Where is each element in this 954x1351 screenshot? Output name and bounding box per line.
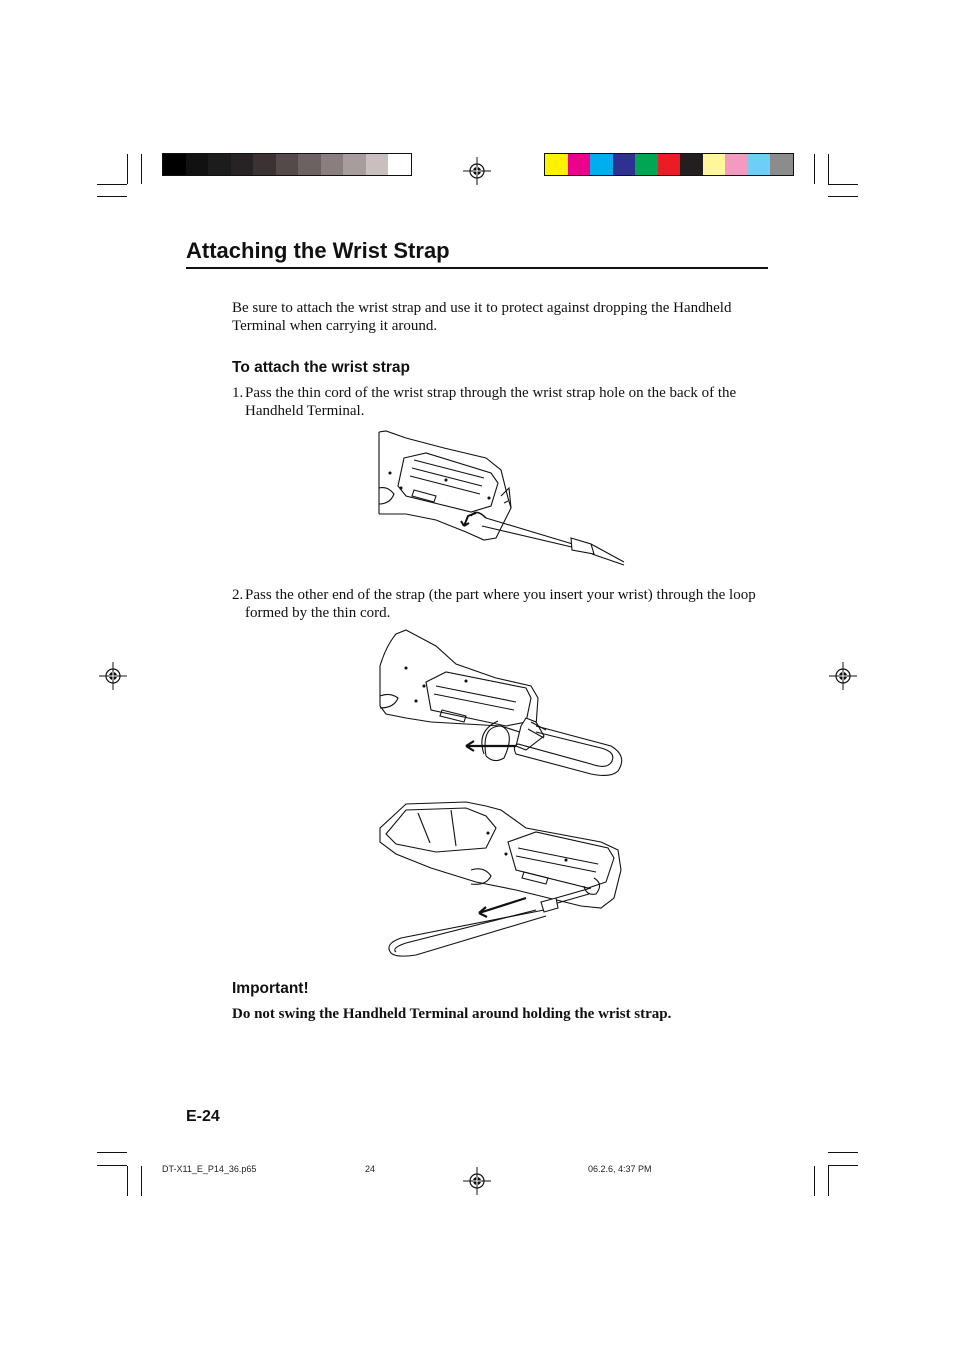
step-2: [232, 586, 777, 622]
color-swatch: [703, 154, 726, 175]
registration-mark-top: [463, 157, 491, 185]
color-swatch: [186, 154, 209, 175]
page-number: E-24: [186, 1108, 220, 1125]
color-swatch: [343, 154, 366, 175]
color-swatch: [725, 154, 748, 175]
color-swatch: [366, 154, 389, 175]
illustration-strap-attached: [376, 798, 628, 960]
important-text: Do not swing the Handheld Terminal around holding the wrist strap.: [232, 1006, 672, 1022]
registration-mark-left: [99, 662, 127, 690]
color-swatch: [388, 154, 411, 175]
color-swatch: [613, 154, 636, 175]
color-swatch: [590, 154, 613, 175]
color-swatch: [276, 154, 299, 175]
color-swatch: [253, 154, 276, 175]
color-swatch: [321, 154, 344, 175]
intro-line: Be sure to attach the wrist strap and use it to protect against dropping the Handheld: [232, 300, 732, 316]
footer-filename: DT-X11_E_P14_36.p65: [162, 1164, 257, 1174]
registration-mark-right: [829, 662, 857, 690]
color-swatch: [208, 154, 231, 175]
grayscale-bar: [162, 153, 412, 176]
color-swatch: [680, 154, 703, 175]
color-swatch: [298, 154, 321, 175]
procedure-heading: To attach the wrist strap: [232, 359, 410, 376]
intro-paragraph: [232, 299, 772, 335]
color-swatch: [770, 154, 793, 175]
step-line: Pass the thin cord of the wrist strap through the wrist strap hole on the back of the: [245, 385, 737, 401]
registration-mark-bottom: [463, 1167, 491, 1195]
color-swatch: [635, 154, 658, 175]
step-line: Pass the other end of the strap (the part where you insert your wrist) through the loop: [245, 587, 756, 603]
color-swatch: [658, 154, 681, 175]
color-swatch: [163, 154, 186, 175]
step-line: Handheld Terminal.: [245, 403, 365, 419]
illustration-pass-strap: [376, 626, 628, 782]
important-heading: Important!: [232, 980, 309, 997]
color-swatch: [545, 154, 568, 175]
intro-line: Terminal when carrying it around.: [232, 318, 438, 334]
color-swatch: [748, 154, 771, 175]
footer-page: 24: [365, 1164, 376, 1174]
color-swatch: [568, 154, 591, 175]
page-title: Attaching the Wrist Strap: [186, 238, 768, 269]
illustration-thread-cord: [376, 428, 628, 568]
step-1: [232, 384, 777, 420]
step-number: 1.: [232, 385, 244, 401]
color-swatch: [231, 154, 254, 175]
step-number: 2.: [232, 587, 244, 603]
color-bar: [544, 153, 794, 176]
footer-timestamp: 06.2.6, 4:37 PM: [588, 1164, 652, 1174]
step-line: formed by the thin cord.: [245, 605, 391, 621]
